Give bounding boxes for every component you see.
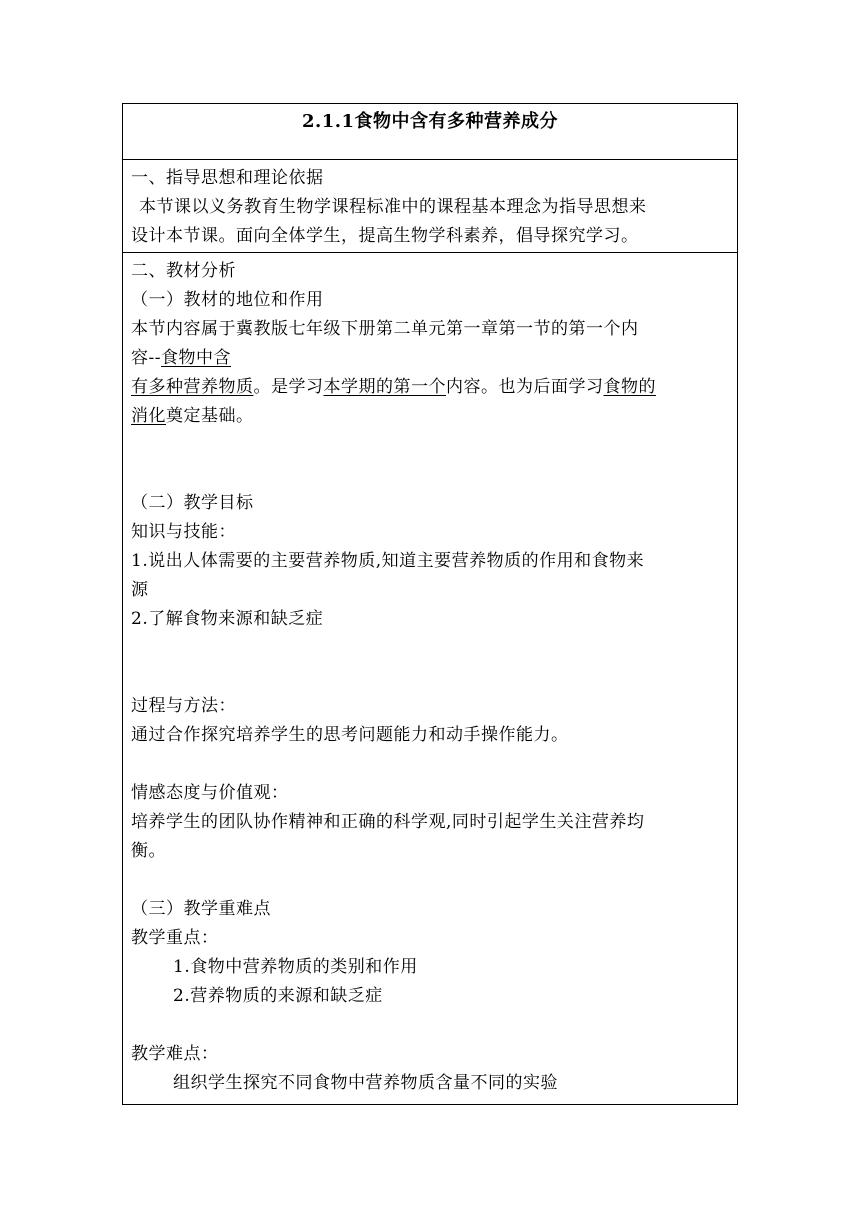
spacer (131, 431, 729, 489)
text-run: 奠定基础。 (166, 406, 254, 426)
subsection-heading: （一）教材的地位和作用 (131, 290, 324, 310)
paragraph-line (131, 373, 729, 402)
goal-heading: 教学难点： (131, 1044, 219, 1064)
paragraph-line: 源 (131, 580, 149, 600)
paragraph-line: 培养学生的团队协作精神和正确的科学观,同时引起学生关注营养均 (131, 812, 645, 832)
paragraph-line (131, 402, 729, 431)
title-cell (123, 104, 737, 160)
page-title: 2.1.1食物中含有多种营养成分 (301, 111, 559, 132)
subsection-heading: （三）教学重难点 (131, 899, 271, 919)
paragraph-line: 2.了解食物来源和缺乏症 (131, 609, 324, 629)
paragraph-line: 本节内容属于冀教版七年级下册第二单元第一章第一节的第一个内 (131, 319, 639, 339)
underlined-text: 食物的 (603, 377, 656, 397)
list-item: 组织学生探究不同食物中营养物质含量不同的实验 (173, 1073, 558, 1093)
text-run: 容-- (131, 348, 161, 368)
paragraph-line (131, 344, 729, 373)
text-run: 。是学习 (253, 377, 324, 397)
list-item: 2.营养物质的来源和缺乏症 (173, 986, 383, 1006)
paragraph-line: 衡。 (131, 841, 166, 861)
spacer (131, 634, 729, 692)
subsection-heading: （二）教学目标 (131, 493, 254, 513)
list-item: 1.食物中营养物质的类别和作用 (173, 957, 418, 977)
paragraph-line: 1.说出人体需要的主要营养物质,知道主要营养物质的作用和食物来 (131, 551, 645, 571)
section-heading: 二、教材分析 (131, 261, 236, 281)
section-heading: 一、指导思想和理论依据 (131, 168, 324, 188)
goal-heading: 教学重点： (131, 928, 219, 948)
spacer (131, 1011, 729, 1040)
spacer (131, 750, 729, 779)
underlined-text: 本学期的第一个 (323, 377, 446, 397)
spacer (131, 866, 729, 895)
paragraph-line: 通过合作探究培养学生的思考问题能力和动手操作能力。 (131, 725, 569, 745)
paragraph-line: 设计本节课。面向全体学生，提高生物学科素养，倡导探究学习。 (131, 226, 639, 246)
text-run: 内容。也为后面学习 (446, 377, 604, 397)
goal-heading: 情感态度与价值观： (131, 783, 289, 803)
underlined-text: 食物中含 (161, 348, 231, 368)
textbook-analysis-cell (123, 253, 737, 1104)
goal-heading: 知识与技能： (131, 522, 236, 542)
underlined-text: 消化 (131, 406, 166, 426)
lesson-plan-table (122, 103, 738, 1105)
paragraph-line: 本节课以义务教育生物学课程标准中的课程基本理念为指导思想来 (139, 197, 647, 217)
goal-heading: 过程与方法： (131, 696, 236, 716)
underlined-text: 有多种营养物质 (131, 377, 254, 397)
guiding-ideology-cell (123, 160, 737, 253)
